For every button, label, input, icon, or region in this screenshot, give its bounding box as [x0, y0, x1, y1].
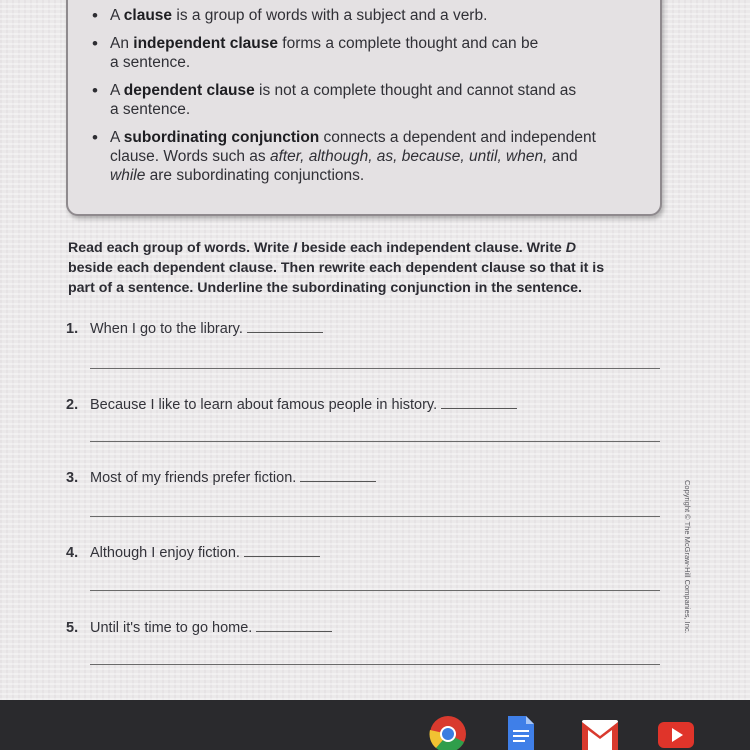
exercise-item-2: 2. Because I like to learn about famous people in history. — [66, 394, 666, 413]
directions: Read each group of words. Write I beside each independent clause. Write D beside each dependent clause. Then rewrite each dependent clause so that it is part of a sentence. Underline the subordinating conjunction in the sentence. — [68, 240, 605, 296]
answer-blank-2[interactable] — [441, 394, 517, 409]
youtube-icon[interactable] — [656, 714, 696, 750]
answer-blank-4[interactable] — [244, 542, 320, 557]
rule-dependent-clause: • A dependent clause is not a complete thought and cannot stand as a sentence. — [92, 81, 652, 119]
answer-line-5[interactable] — [90, 664, 660, 665]
rule-subordinating-conjunction: • A subordinating conjunction connects a dependent and independent clause. Words such as after, although, as, because, until, when, and while are subordinating conjunctions. — [92, 128, 652, 185]
gmail-icon[interactable] — [580, 714, 620, 750]
taskbar — [0, 700, 750, 750]
answer-line-1[interactable] — [90, 368, 660, 369]
chrome-icon[interactable] — [428, 714, 468, 750]
google-docs-icon[interactable] — [500, 714, 540, 750]
copyright-notice: Copyright © The McGraw-Hill Companies, Inc. — [683, 480, 692, 634]
exercise-item-4: 4. Although I enjoy fiction. — [66, 542, 666, 561]
exercise-item-5: 5. Until it's time to go home. — [66, 617, 666, 636]
answer-blank-5[interactable] — [256, 617, 332, 632]
rule-clause: • A clause is a group of words with a subject and a verb. — [92, 6, 652, 25]
rule-independent-clause: • An independent clause forms a complete thought and can be a sentence. — [92, 34, 652, 72]
exercise-item-3: 3. Most of my friends prefer fiction. — [66, 467, 666, 486]
exercise-item-1: 1. When I go to the library. — [66, 318, 666, 337]
answer-blank-1[interactable] — [247, 318, 323, 333]
answer-blank-3[interactable] — [300, 467, 376, 482]
answer-line-4[interactable] — [90, 590, 660, 591]
answer-line-3[interactable] — [90, 516, 660, 517]
answer-line-2[interactable] — [90, 441, 660, 442]
rules-list — [92, 6, 652, 194]
